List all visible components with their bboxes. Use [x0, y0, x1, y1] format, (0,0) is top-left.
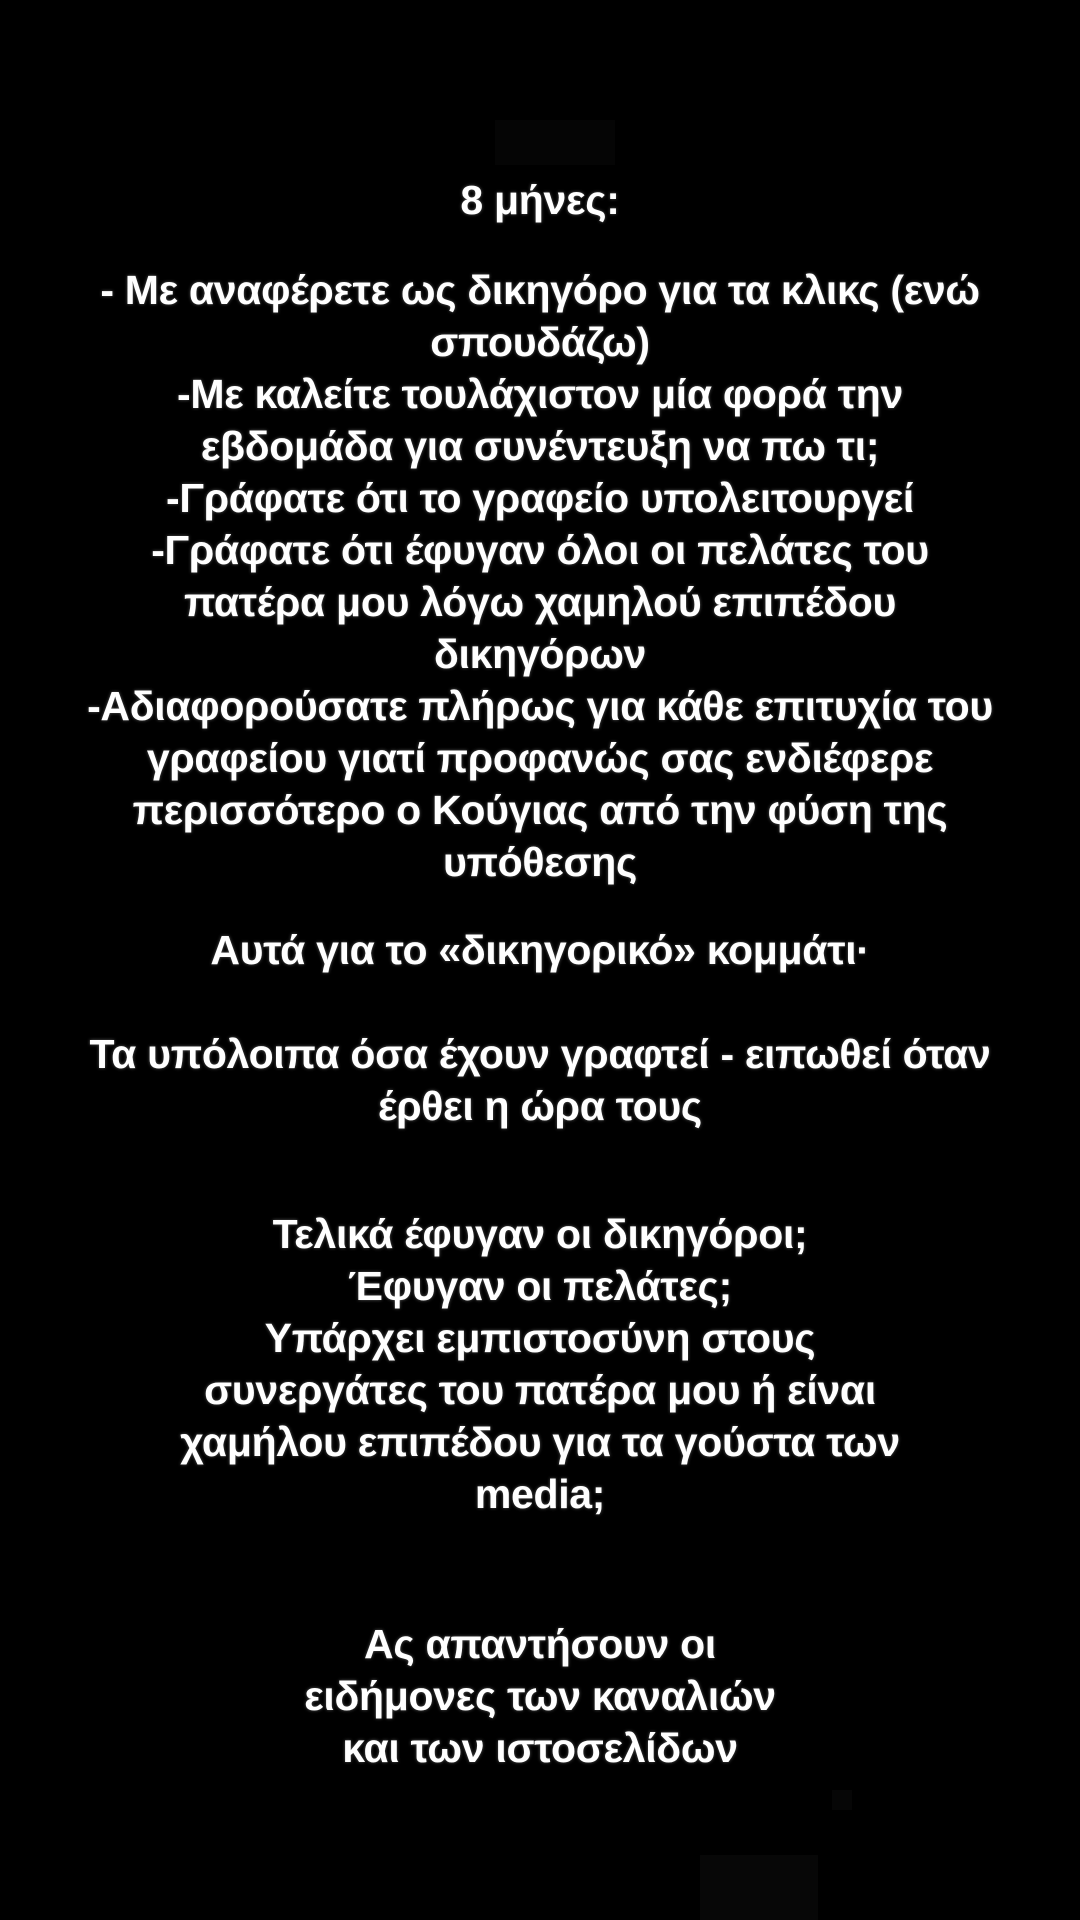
story-line: - Με αναφέρετε ως δικηγόρο για τα κλικς (ενώ: [100, 267, 980, 313]
story-line: χαμήλου επιπέδου για τα γούστα των: [180, 1419, 900, 1465]
story-line: Αυτά για το «δικηγορικό» κομμάτι·: [210, 927, 870, 973]
story-line: πατέρα μου λόγω χαμηλού επιπέδου: [183, 579, 897, 625]
story-paragraph: [36, 1618, 1044, 1774]
story-paragraph: [36, 1028, 1044, 1132]
story-line: δικηγόρων: [433, 631, 647, 677]
story-line: και των ιστοσελίδων: [342, 1725, 738, 1771]
story-paragraph: [36, 924, 1044, 976]
story-line: εβδομάδα για συνέντευξη να πω τι;: [200, 423, 880, 469]
compression-artifact: [832, 1790, 852, 1810]
story-line: -Γράφατε ότι το γραφείο υπολειτουργεί: [166, 475, 914, 521]
story-title: 8 μήνες:: [460, 177, 620, 223]
story-line: γραφείου γιατί προφανώς σας ενδιέφερε: [146, 735, 934, 781]
story-line: υπόθεσης: [443, 839, 637, 885]
story-paragraph: [36, 1208, 1044, 1520]
story-line: -Γράφατε ότι έφυγαν όλοι οι πελάτες του: [151, 527, 929, 573]
story-line: Τελικά έφυγαν οι δικηγόροι;: [272, 1211, 808, 1257]
story-line: περισσότερο ο Κούγιας από την φύση της: [132, 787, 948, 833]
story-line: Ας απαντήσουν οι: [364, 1621, 716, 1667]
story-line: media;: [474, 1471, 606, 1517]
compression-artifact: [495, 120, 615, 165]
story-body: [0, 264, 1080, 1774]
story-line: -Με καλείτε τουλάχιστον μία φορά την: [177, 371, 903, 417]
story-line: Έφυγαν οι πελάτες;: [348, 1263, 732, 1309]
story-line: -Αδιαφορούσατε πλήρως για κάθε επιτυχία του: [87, 683, 993, 729]
compression-artifact: [700, 1855, 818, 1920]
story-line: ειδήμονες των καναλιών: [304, 1673, 776, 1719]
story-line: έρθει η ώρα τους: [378, 1083, 702, 1129]
story-line: συνεργάτες του πατέρα μου ή είναι: [204, 1367, 876, 1413]
story-paragraph: [36, 264, 1044, 888]
story-line: Υπάρχει εμπιστοσύνη στους: [264, 1315, 816, 1361]
story-line: Τα υπόλοιπα όσα έχουν γραφτεί - ειπωθεί όταν: [89, 1031, 991, 1077]
story-line: σπουδάζω): [430, 319, 650, 365]
